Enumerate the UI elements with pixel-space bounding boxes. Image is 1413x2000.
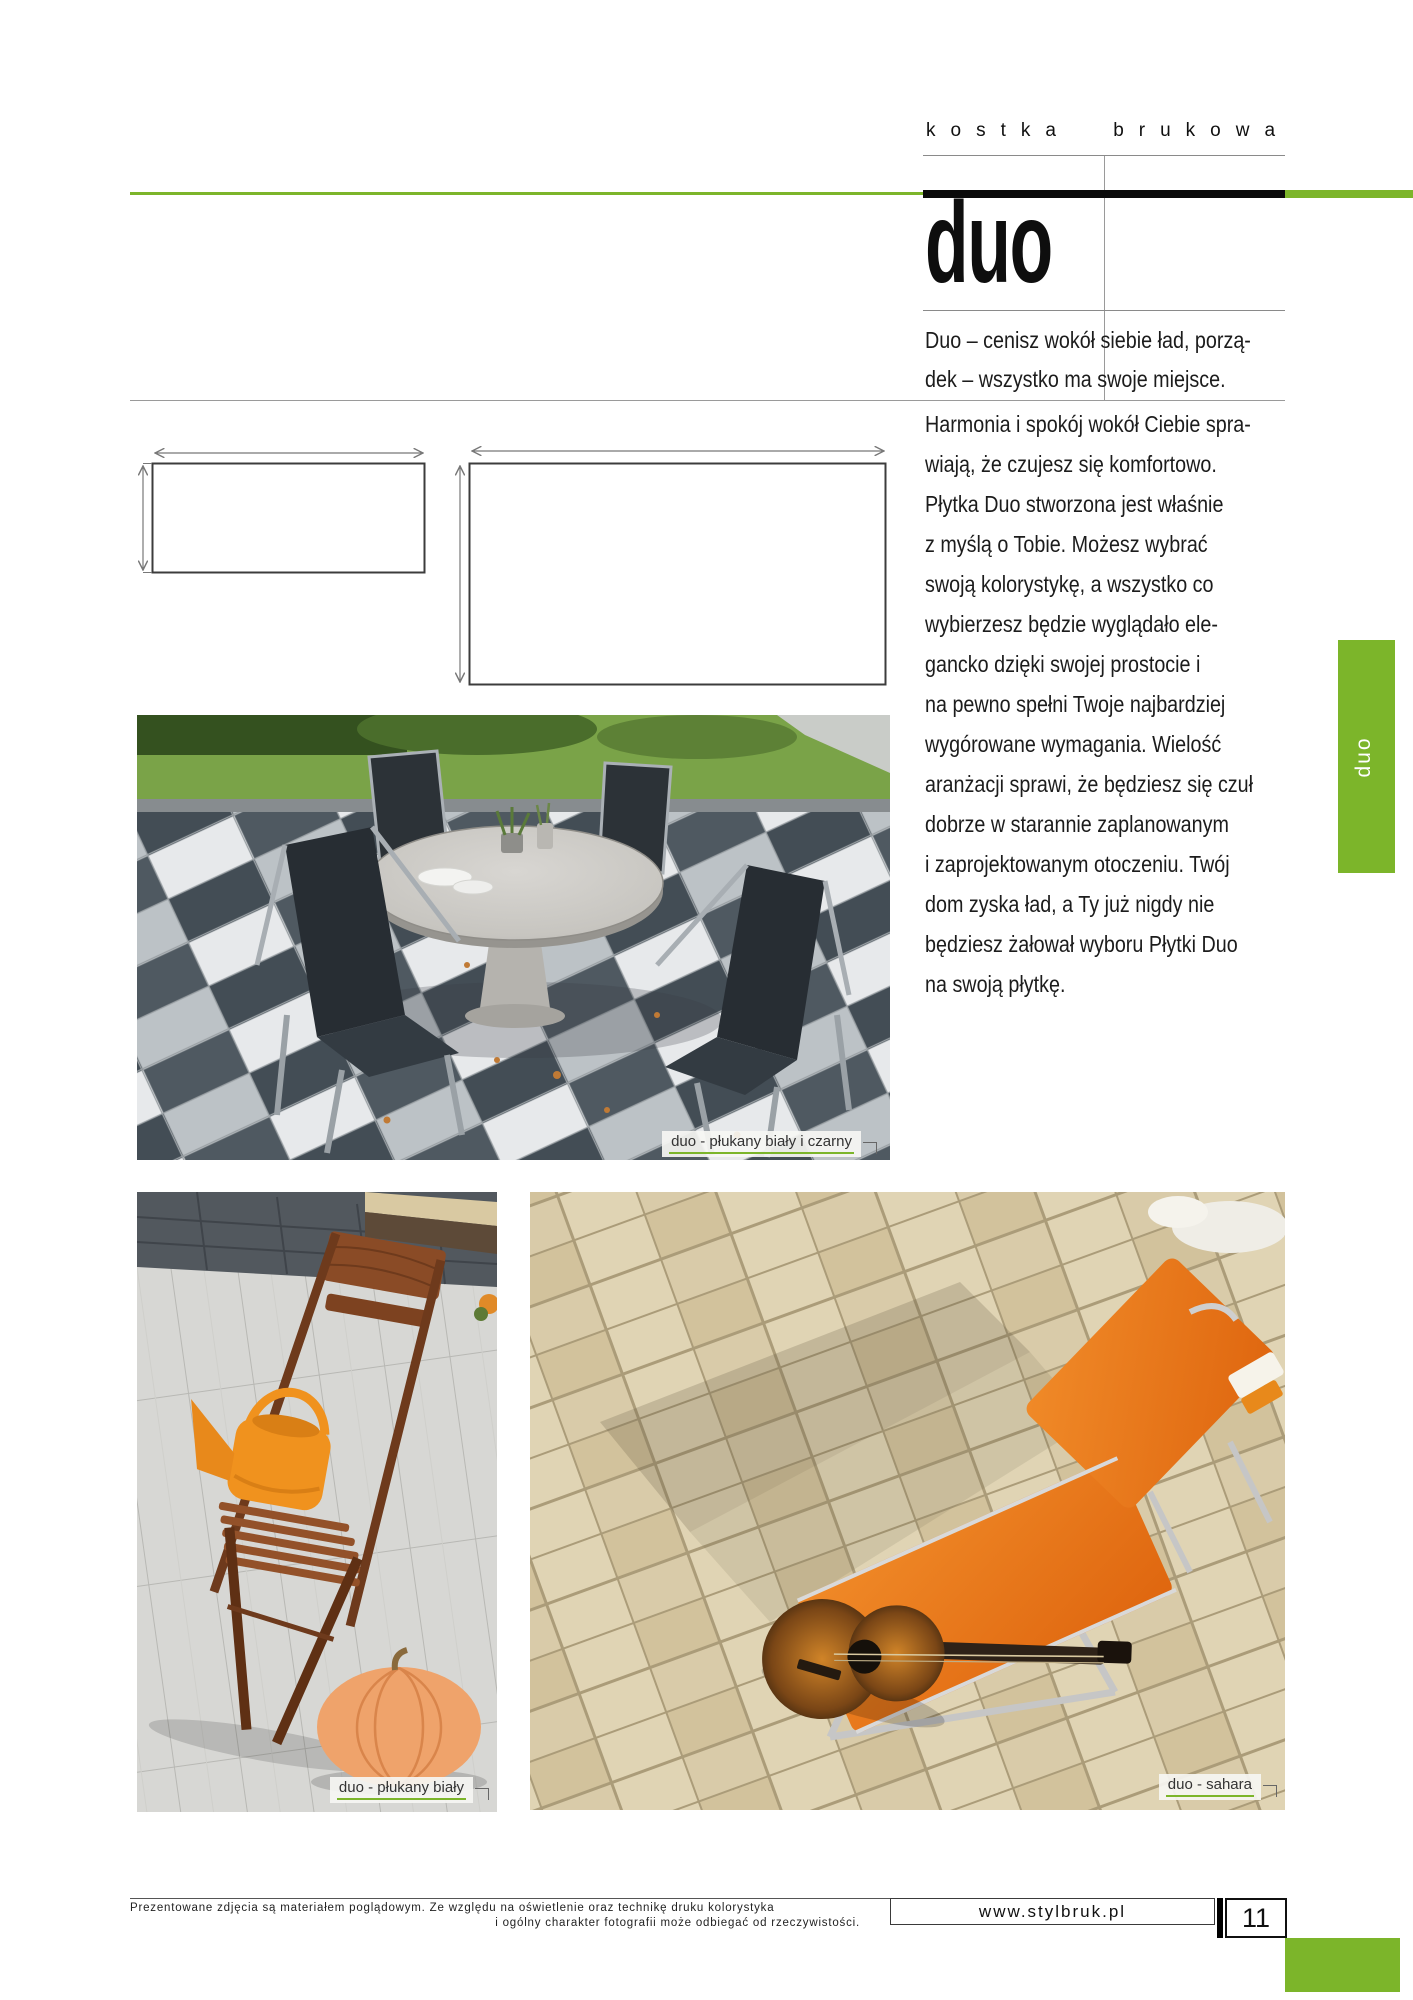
website-url: www.stylbruk.pl	[978, 1901, 1127, 1921]
content-divider-rule	[130, 400, 1285, 401]
intro-line: i zaprojektowanym otoczeniu. Twój	[925, 851, 1230, 877]
bottom-right-photo	[530, 1192, 1285, 1810]
tile-outline-1	[153, 464, 425, 573]
intro-line: wybierzesz będzie wyglądało ele-	[925, 611, 1218, 637]
page-title: duo	[925, 179, 1052, 307]
intro-line: będziesz żałował wyboru Płytki Duo	[925, 931, 1238, 957]
table-plant-pot	[501, 833, 523, 853]
intro-line: swoją kolorystykę, a wszystko co	[925, 571, 1214, 597]
intro-line: dek – wszystko ma swoje miejsce.	[925, 366, 1226, 392]
website-box	[890, 1898, 1215, 1925]
page-number: 11	[1241, 1902, 1271, 1933]
side-tab-label: duo	[1351, 735, 1375, 778]
photo-caption-text: duo - sahara	[1166, 1776, 1254, 1797]
photo-caption	[1159, 1774, 1261, 1800]
footer-black-bar	[1217, 1898, 1223, 1938]
disclaimer-line: Prezentowane zdjęcia są materiałem poglądowym. Ze względu na oświetlenie oraz technikę druku kolorystyka	[130, 1902, 775, 1914]
caption-bracket-icon	[863, 1142, 877, 1154]
intro-line: na swoją płytkę.	[925, 971, 1066, 997]
intro-line: gancko dzięki swojej prostocie i	[925, 651, 1201, 677]
side-tab	[1338, 640, 1395, 873]
tile-outline-2	[470, 464, 886, 685]
intro-line: aranżacji sprawi, że będziesz się czuł	[925, 771, 1254, 797]
intro-line: na pewno spełni Twoje najbardziej	[925, 691, 1226, 717]
intro-line: wygórowane wymagania. Wielość	[925, 731, 1222, 757]
photo-caption-text: duo - płukany biały i czarny	[669, 1133, 854, 1154]
photo-caption	[662, 1131, 861, 1157]
intro-paragraph	[925, 404, 1286, 1004]
title-rule	[923, 310, 1285, 311]
footer-green-block	[1285, 1938, 1400, 1992]
page-number-box	[1225, 1898, 1287, 1938]
photo-caption	[330, 1777, 473, 1803]
intro-line: Płytka Duo stworzona jest właśnie	[925, 491, 1224, 517]
photo-caption-text: duo - płukany biały	[337, 1779, 466, 1800]
caption-bracket-icon	[475, 1788, 489, 1800]
accent-line-left	[130, 192, 923, 195]
intro-line: Harmonia i spokój wokół Ciebie spra-	[925, 411, 1251, 437]
category-label: kostka brukowa	[926, 120, 1291, 141]
footer-rule	[130, 1898, 890, 1899]
bottom-left-photo	[137, 1192, 497, 1812]
disclaimer-line: i ogólny charakter fotografii może odbiegać od rzeczywistości.	[495, 1917, 860, 1929]
main-photo	[137, 715, 890, 1160]
intro-line: dom zyska ład, a Ty już nigdy nie	[925, 891, 1215, 917]
intro-line: wiają, że czujesz się komfortowo.	[925, 451, 1217, 477]
intro-line: dobrze w starannie zaplanowanym	[925, 811, 1229, 837]
accent-bar-right	[1285, 190, 1413, 198]
tile-dimension-diagrams	[130, 438, 900, 698]
footer-disclaimer	[130, 1901, 860, 1931]
caption-bracket-icon	[1263, 1785, 1277, 1797]
intro-line: Duo – cenisz wokół siebie ład, porzą-	[925, 327, 1251, 353]
intro-line: z myślą o Tobie. Możesz wybrać	[925, 531, 1208, 557]
intro-paragraph-top	[925, 321, 1286, 399]
